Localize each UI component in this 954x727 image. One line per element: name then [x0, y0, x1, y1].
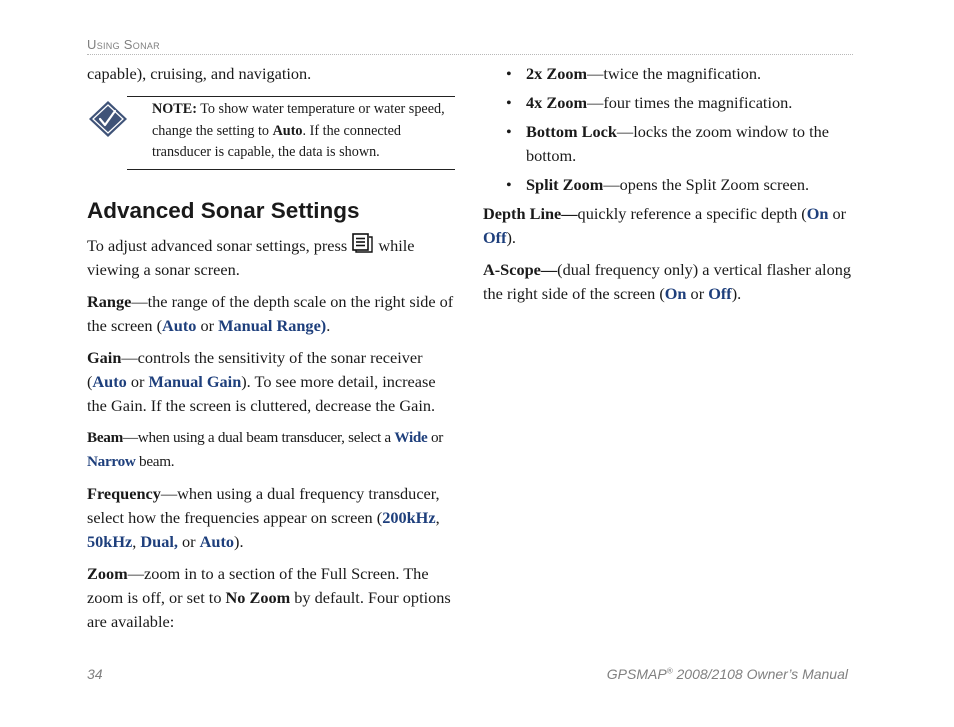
right-column [483, 62, 853, 306]
section-heading: Advanced Sonar Settings [87, 197, 360, 223]
list-item: • Bottom Lock—locks the zoom window to the bottom. [506, 122, 829, 165]
zoom-options-list [483, 62, 853, 197]
note-checkmark-icon [88, 100, 128, 138]
list-item: • Split Zoom—opens the Split Zoom screen. [506, 175, 810, 194]
a-scope-paragraph: A-Scope—(dual frequency only) a vertical flasher along the right side of the screen (On or Off). [483, 260, 852, 303]
running-head: Using Sonar [87, 37, 160, 52]
note-auto: Auto [272, 122, 303, 139]
frequency-paragraph: Frequency—when using a dual frequency transducer, select how the frequencies appear on screen (200kHz, 50kHz, Dual, or Auto). [87, 483, 440, 551]
list-item: • 4x Zoom—four times the magnification. [506, 93, 793, 112]
note-text: NOTE: To show water temperature or water speed, change the setting to Auto. If the connected transducer is capable, the data is shown. [152, 101, 445, 160]
menu-key-icon [352, 233, 374, 253]
depth-line-paragraph: Depth Line—quickly reference a specific depth (On or Off). [483, 204, 847, 247]
page-number: 34 [87, 666, 103, 682]
manual-title: GPSMAP® 2008/2108 Owner’s Manual [606, 666, 848, 682]
note-box [127, 96, 455, 170]
header-rule [87, 54, 853, 55]
list-item: • 2x Zoom—twice the magnification. [506, 64, 762, 83]
range-paragraph: Range—the range of the depth scale on the right side of the screen (Auto or Manual Range). [87, 291, 454, 335]
beam-paragraph: Beam—when using a dual beam transducer, select a Wide or Narrow beam. [87, 428, 444, 470]
note-label: NOTE: [152, 101, 197, 117]
left-column [87, 62, 457, 634]
intro-continuation: capable), cruising, and navigation. [87, 64, 312, 83]
gain-paragraph: Gain—controls the sensitivity of the sonar receiver (Auto or Manual Gain). To see more detail, increase the Gain. If the screen is cluttered, decrease the Gain. [87, 347, 436, 415]
intro-paragraph: To adjust advanced sonar settings, press while viewing a sonar screen. [87, 233, 457, 282]
zoom-paragraph: Zoom—zoom in to a section of the Full Screen. The zoom is off, or set to No Zoom by default. Four options are available: [87, 563, 451, 631]
